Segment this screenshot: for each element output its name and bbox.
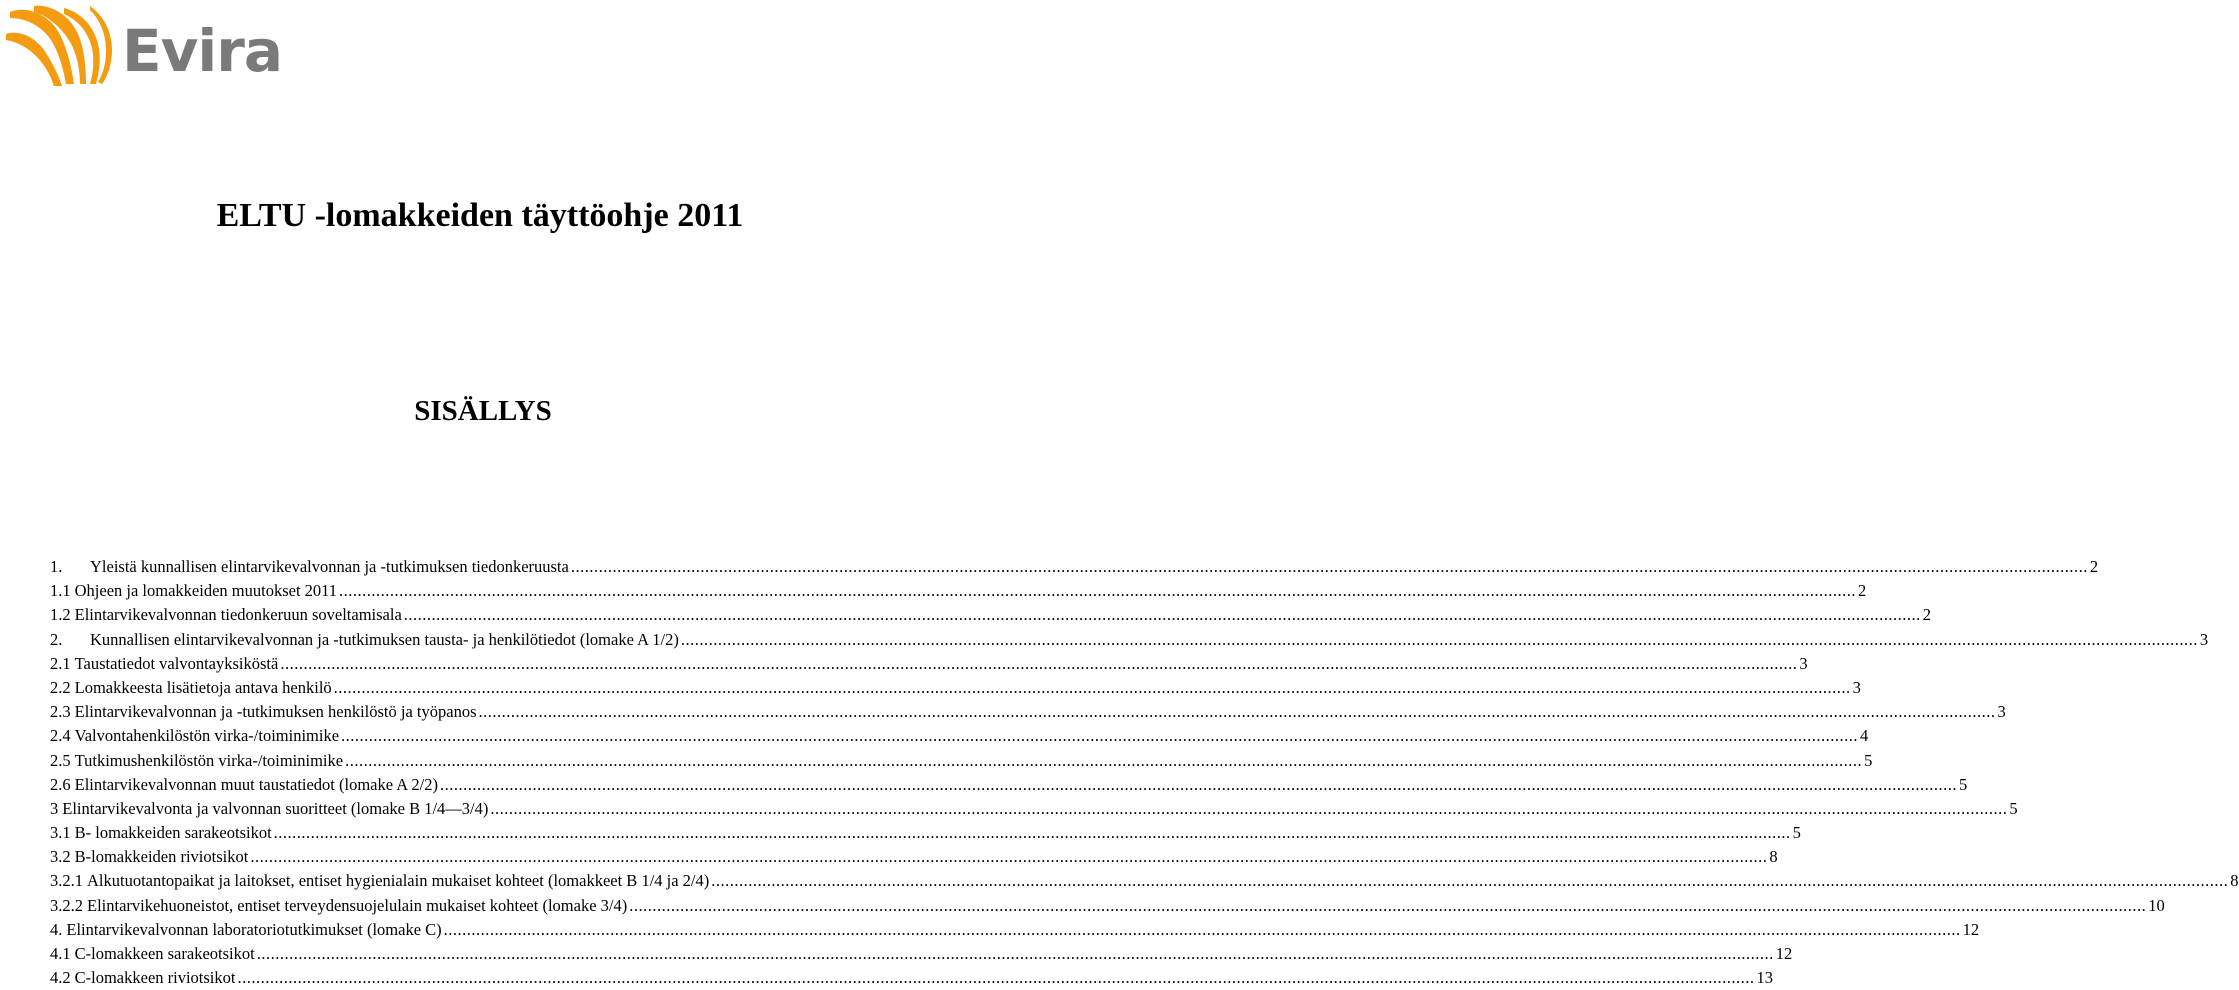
toc-entry-number: 3.2 [50, 847, 71, 867]
toc-dot-leader [341, 724, 1858, 748]
toc-entry-number: 3.1 [50, 823, 71, 843]
toc-entry-title: Kunnallisen elintarvikevalvonnan ja -tutkimuksen tausta- ja henkilötiedot (lomake A 1/2) [90, 629, 679, 649]
toc-entry-page: 8 [2230, 871, 2239, 891]
toc-entry-page: 5 [1959, 774, 1968, 794]
toc-entry-page: 5 [2009, 798, 2018, 818]
toc-entry[interactable] [50, 869, 2239, 893]
evira-logo [4, 4, 284, 94]
toc-dot-leader [440, 773, 1957, 797]
toc-entry-title: Elintarvikevalvonnan tiedonkeruun soveltamisala [74, 605, 402, 625]
toc-entry-page: 5 [1792, 823, 1801, 843]
toc-dot-leader [257, 942, 1774, 966]
toc-dot-leader [237, 966, 1754, 990]
toc-dot-leader [250, 845, 1767, 869]
evira-wordmark: Evira [122, 17, 283, 85]
toc-entry-title: Elintarvikevalvonnan ja -tutkimuksen henkilöstö ja työpanos [74, 702, 477, 722]
toc-entry[interactable] [50, 676, 1861, 700]
toc-dot-leader [334, 676, 1851, 700]
toc-entry-number: 2. [50, 629, 63, 649]
toc-entry-page: 10 [2148, 895, 2165, 915]
toc-dot-leader [339, 579, 1856, 603]
toc-entry-page: 8 [1769, 847, 1778, 867]
toc-dot-leader [571, 555, 2088, 579]
toc-entry-number: 2.2 [50, 677, 71, 697]
toc-entry-title: Elintarvikevalvonnan laboratoriotutkimukset (lomake C) [66, 919, 442, 939]
toc-entry[interactable] [50, 966, 1773, 990]
toc-entry-number: 1.1 [50, 581, 71, 601]
table-of-contents [50, 555, 2239, 990]
evira-wheat-symbol-icon [4, 4, 119, 94]
toc-entry-number: 3.2.1 [50, 871, 83, 891]
toc-dot-leader [629, 894, 2146, 918]
toc-entry-page: 3 [1997, 702, 2006, 722]
toc-entry-title: Elintarvikevalvonta ja valvonnan suoritteet (lomake B 1/4—3/4) [62, 798, 489, 818]
toc-entry-number: 4.2 [50, 968, 71, 988]
toc-entry-page: 12 [1775, 944, 1793, 963]
toc-entry[interactable] [50, 579, 1867, 603]
toc-entry-title: Alkutuotantopaikat ja laitokset, entiset hygienialain mukaiset kohteet (lomakkeet B 1/4 ja 2/4) [87, 871, 710, 891]
toc-entry-number: 2.6 [50, 774, 71, 794]
toc-entry-page: 13 [1756, 968, 1773, 988]
toc-dot-leader [404, 603, 1921, 627]
toc-entry[interactable] [50, 894, 2165, 918]
toc-entry-title: Lomakkeesta lisätietoja antava henkilö [74, 677, 332, 697]
toc-entry-title: Elintarvikehuoneistot, entiset terveydensuojelulain mukaiset kohteet (lomake 3/4) [87, 895, 628, 915]
toc-entry-title: Valvontahenkilöstön virka-/toiminimike [74, 726, 340, 746]
toc-dot-leader [490, 797, 2007, 821]
toc-entry-number: 3 [50, 798, 59, 818]
toc-entry[interactable] [50, 724, 1869, 748]
toc-entry-page: 3 [2199, 629, 2209, 649]
toc-entry-title: B-lomakkeiden riviotsikot [74, 847, 249, 867]
toc-entry[interactable] [50, 700, 2006, 724]
toc-entry[interactable] [50, 918, 1980, 942]
toc-entry-title: Yleistä kunnallisen elintarvikevalvonnan ja -tutkimuksen tiedonkeruusta [90, 557, 569, 576]
toc-entry-page: 4 [1860, 726, 1869, 746]
toc-entry-number: 1. [50, 557, 63, 576]
toc-entry-page: 3 [1799, 653, 1808, 673]
toc-entry[interactable] [50, 845, 1778, 869]
document-title: ELTU -lomakkeiden täyttöohje 2011 [216, 197, 744, 234]
toc-entry-title: C-lomakkeen riviotsikot [74, 968, 236, 988]
toc-entry[interactable] [50, 773, 1968, 797]
toc-entry[interactable] [50, 749, 1873, 773]
toc-entry-number: 2.3 [50, 702, 71, 722]
toc-dot-leader [345, 749, 1862, 773]
toc-entry-number: 4. [50, 919, 63, 939]
toc-entry-page: 2 [2089, 557, 2099, 576]
toc-entry-page: 2 [1922, 605, 1932, 625]
toc-entry-number: 1.2 [50, 605, 71, 625]
toc-heading: SISÄLLYS [414, 395, 552, 427]
toc-entry-page: 5 [1864, 750, 1873, 770]
toc-entry-number: 2.1 [50, 653, 71, 673]
toc-entry-title: Ohjeen ja lomakkeiden muutokset 2011 [74, 581, 338, 601]
toc-entry[interactable] [50, 797, 2018, 821]
toc-dot-leader [479, 700, 1996, 724]
toc-entry[interactable] [50, 942, 1793, 966]
toc-entry-page: 2 [1858, 581, 1867, 601]
toc-entry[interactable] [50, 628, 2209, 652]
toc-dot-leader [681, 628, 2198, 652]
toc-entry-title: Elintarvikevalvonnan muut taustatiedot (lomake A 2/2) [74, 774, 439, 794]
toc-entry-number: 2.4 [50, 726, 71, 746]
toc-entry-page: 3 [1852, 677, 1861, 697]
toc-dot-leader [280, 652, 1797, 676]
toc-entry[interactable] [50, 603, 1932, 627]
toc-entry-number: 2.5 [50, 750, 71, 770]
toc-entry-title: C-lomakkeen sarakeotsikot [74, 944, 255, 963]
toc-entry-page: 12 [1962, 919, 1980, 939]
toc-dot-leader [711, 869, 2228, 893]
toc-entry-title: Taustatiedot valvontayksiköstä [74, 653, 279, 673]
toc-entry[interactable] [50, 821, 1801, 845]
toc-entry-number: 4.1 [50, 944, 71, 963]
toc-dot-leader [444, 918, 1961, 942]
toc-entry[interactable] [50, 555, 2099, 579]
toc-dot-leader [274, 821, 1791, 845]
toc-entry-title: Tutkimushenkilöstön virka-/toiminimike [74, 750, 344, 770]
toc-entry-title: B- lomakkeiden sarakeotsikot [74, 823, 272, 843]
toc-entry-number: 3.2.2 [50, 895, 83, 915]
toc-entry[interactable] [50, 652, 1808, 676]
